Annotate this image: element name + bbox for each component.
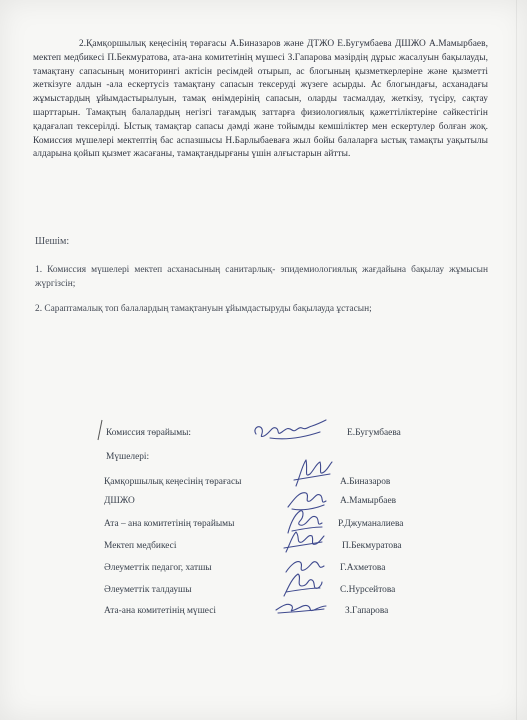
- members-label: Мүшелері:: [106, 452, 150, 462]
- signatory-role: ДШЖО: [104, 496, 135, 506]
- signatory-role: Әлеуметтік талдаушы: [104, 585, 192, 595]
- decision-item-1: 1. Комиссия мүшелері мектеп асханасының санитарлық- эпидемиологиялық жағдайына бақылау жұмысын жүргізсін;: [35, 265, 488, 289]
- margin-tick-mark: [96, 419, 104, 441]
- signatory-name: А.Биназаров: [340, 477, 391, 487]
- decision-item-2: 2. Сараптамалық топ балалардың тамақтануын ұйымдастыруды бақылауда ұстасын;: [35, 304, 372, 314]
- signatory-name: А.Мамырбаев: [340, 496, 397, 506]
- signatory-name: З.Гапарова: [345, 606, 389, 616]
- signatory-name: С.Нурсейтова: [340, 585, 396, 595]
- signatory-role: Ата-ана комитетінің мүшесі: [104, 606, 216, 616]
- body-text: [33, 38, 488, 162]
- chair-signature: [250, 418, 330, 444]
- signatory-role: Ата – ана комитетінің төрайымы: [104, 519, 235, 529]
- signatory-name: Г.Ахметова: [340, 563, 386, 573]
- member-7-signature: [272, 598, 328, 618]
- signatory-role: Мектеп медбикесі: [104, 541, 177, 551]
- paragraph-report: 2.Қамқоршылық кеңесінің төрағасы А.Биназаров және ДТЖО Е.Бугумбаева ДШЖО А.Мамырбаев, мектеп медбикесі П.Бекмуратова, ата-ана комитетінің мүшесі З.Гапарова мәзірдің дұрыс жасалуын бақылауды, тамақтану сапасының мониторингі актісін ресімдей отырып, ас блогының қызметкерлеріне және қызметті жеткізуге алдын -ала ескертусіз тамақтану сапасын тексеруді жүзеге асырды. Ас блогындағы, асханадағы жұмыстардың ұйымдастырылуын, тамақ өнімдерінің сапасын, оларды тасмалдау, жеткізу, түсіру, сақтау шарттарын. Тамақтың балалардың негізгі тағамдық заттарға физиологиялық қажеттіліктеріне сәйкестігін қадағалап тексерілді. Ыстық тамақтар сапасы дәмді және тойымды кемшіліктер мен ескертулер болған жоқ. Комиссия мүшелері мектептің бас аспазшысы Н.Барлыбаеваға жыл бойы балаларға ыстық тамақты уақытылы алдарына қойып қызмет жасағаны, тамақтандырғаны үшін алғыстарын айтты.: [33, 39, 488, 160]
- signatory-role: Қамқоршылық кеңесінің төрағасы: [104, 477, 242, 487]
- decision-heading: Шешім:: [35, 236, 70, 247]
- signatory-role: Әлеуметтік педагог, хатшы: [104, 563, 212, 573]
- signatory-name: П.Бекмуратова: [342, 541, 402, 551]
- signatory-role: Комиссия төрайымы:: [106, 428, 192, 438]
- member-6-signature: [278, 568, 324, 602]
- page-edge: [516, 0, 517, 720]
- signatory-name: Е.Бугумбаева: [347, 428, 401, 438]
- signatory-name: Р.Джуманалиева: [338, 519, 404, 529]
